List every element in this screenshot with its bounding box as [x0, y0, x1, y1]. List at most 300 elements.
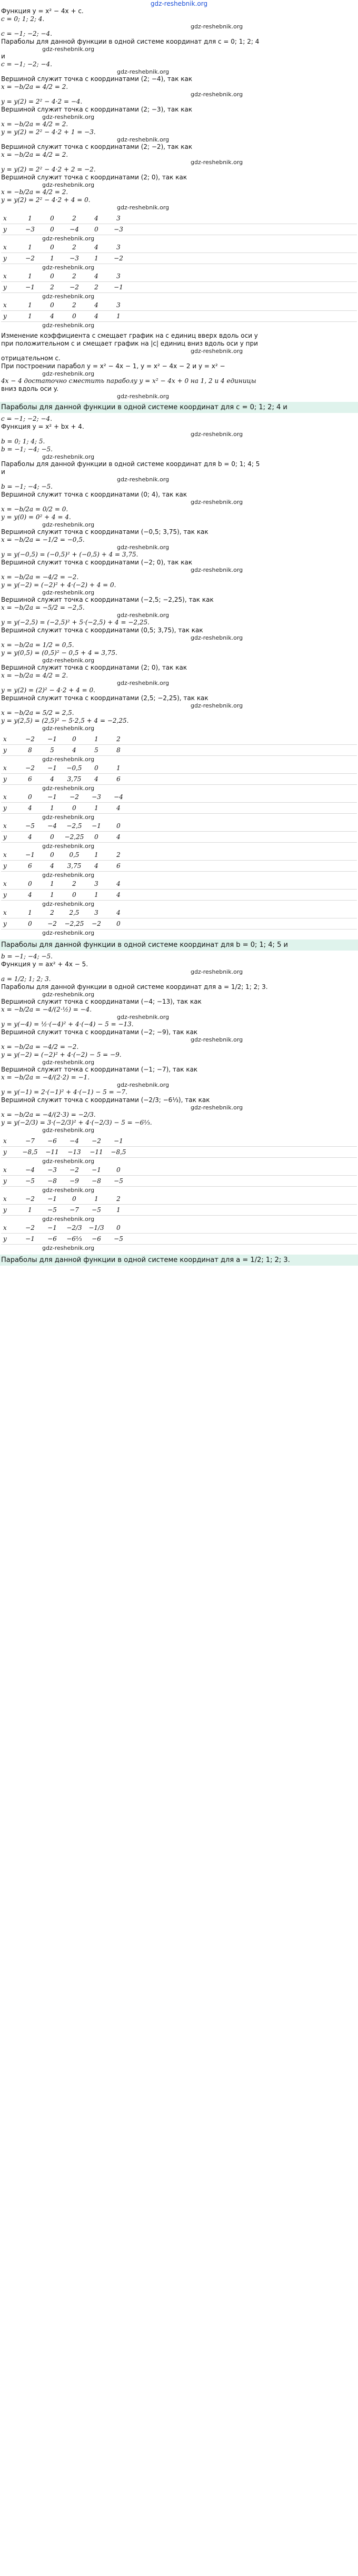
table-cell: 0: [94, 764, 98, 772]
watermark-text: gdz-reshebnik.org: [42, 264, 95, 271]
text-line: y = y(−2/3) = 3·(−2/3)² + 4·(−2/3) − 5 = −6⅓.: [1, 1119, 152, 1126]
table-cell: −11: [90, 1148, 103, 1156]
table-cell: 1: [94, 735, 98, 743]
table-cell: 4: [28, 833, 32, 841]
table-cell: −1: [47, 793, 57, 801]
text-line: Вершиной служит точка с координатами (2; −3), так как: [1, 106, 193, 113]
watermark-text: gdz-reshebnik.org: [42, 901, 95, 907]
watermark-text: gdz-reshebnik.org: [191, 23, 243, 30]
table-cell: −13: [67, 1148, 81, 1156]
text-line: y = y(−1) = 2·(−1)² + 4·(−1) − 5 = −7.: [1, 1088, 127, 1096]
watermark-text: gdz-reshebnik.org: [117, 1014, 170, 1021]
table-cell: −1: [47, 1195, 57, 1203]
text-line: Вершиной служит точка с координатами (2; −2), так как: [1, 143, 193, 150]
row-header: y: [3, 920, 7, 927]
watermark-text: gdz-reshebnik.org: [42, 756, 95, 763]
table-cell: 0: [50, 244, 54, 251]
row-header: x: [3, 851, 7, 858]
text-line: Вершиной служит точка с координатами (−4; −13), так как: [1, 998, 202, 1005]
row-header: y: [3, 746, 7, 754]
text-line: 4x − 4 достаточно сместить параболу y = x² − 4x + 0 на 1, 2 и 4 единицы: [1, 377, 256, 385]
text-line: Вершиной служит точка с координатами (−0,5; 3,75), так как: [1, 528, 208, 536]
table-cell: −2: [69, 1166, 79, 1174]
table-cell: 0: [50, 215, 54, 222]
table-cell: 0: [72, 1195, 76, 1203]
table-cell: 3,75: [67, 775, 82, 783]
watermark-text: gdz-reshebnik.org: [191, 1036, 243, 1043]
table-cell: 1: [50, 891, 54, 898]
text-line: Параболы для данной функции в одной системе координат для c = 0; 1; 2; 4: [1, 38, 260, 45]
table-cell: 0: [28, 793, 32, 801]
watermark-text: gdz-reshebnik.org: [42, 991, 95, 998]
table-cell: 6: [116, 862, 121, 870]
text-line: b = −1; −4; −5.: [1, 446, 53, 453]
table-row: [1, 1234, 357, 1245]
watermark-text: gdz-reshebnik.org: [42, 843, 95, 850]
watermark-text: gdz-reshebnik.org: [42, 657, 95, 664]
table-row: [1, 907, 357, 918]
table-cell: 4: [116, 891, 121, 898]
table-cell: 1: [28, 272, 32, 280]
text-line: Функция y = x² + bx + 4.: [1, 423, 84, 430]
row-header: y: [3, 284, 7, 291]
table-cell: −6: [47, 1235, 57, 1242]
table-cell: 4: [50, 775, 54, 783]
table-cell: 2: [116, 851, 121, 858]
section-b-coefficient: [1, 415, 357, 936]
table-cell: 1: [94, 804, 98, 812]
table-cell: −2: [92, 920, 101, 927]
highlight-band-a: [0, 402, 358, 413]
text-line: x = −b/2a = 1/2 = 0,5.: [1, 641, 74, 649]
watermark-text: gdz-reshebnik.org: [191, 499, 243, 506]
table-cell: 2: [94, 284, 98, 291]
table-cell: 4: [94, 862, 98, 870]
table-cell: −2: [114, 255, 123, 262]
table-row: [1, 1176, 357, 1187]
table-cell: 3: [116, 272, 121, 280]
table-cell: 0: [50, 851, 54, 858]
table-cell: −1: [25, 284, 35, 291]
table-cell: 3: [94, 880, 98, 887]
table-cell: 1: [28, 312, 32, 320]
table-cell: 2: [50, 284, 54, 291]
table-cell: −5: [25, 822, 35, 830]
table-cell: 2,5: [69, 909, 79, 916]
table-cell: −2: [47, 920, 57, 927]
table-cell: −8,5: [22, 1148, 38, 1156]
watermark-text: gdz-reshebnik.org: [42, 1216, 95, 1223]
table-row: [1, 918, 357, 930]
section-a-coefficient: [1, 953, 357, 1251]
table-cell: 1: [28, 1206, 32, 1214]
table-row: [1, 311, 357, 322]
band-text: Параболы для данной функции в одной системе координат для b = 0; 1; 4; 5 и: [1, 941, 288, 949]
watermark-text: gdz-reshebnik.org: [117, 1082, 170, 1088]
row-header: y: [3, 833, 7, 841]
table-cell: 0: [116, 1166, 121, 1174]
table-cell: 5: [94, 746, 98, 754]
text-line: Вершиной служит точка с координатами (2; −4), так как: [1, 75, 193, 83]
table-row: [1, 253, 357, 264]
text-line: a = 1/2; 1; 2; 3.: [1, 975, 51, 983]
table-cell: −1/3: [88, 1224, 104, 1231]
text-line: y = y(2) = 2² − 4·2 + 1 = −3.: [1, 128, 96, 136]
row-header: y: [3, 1235, 7, 1242]
text-line: вниз вдоль оси y.: [1, 385, 58, 392]
table-cell: −1: [114, 1137, 123, 1145]
watermark-text: gdz-reshebnik.org: [42, 322, 95, 329]
watermark-text: gdz-reshebnik.org: [42, 785, 95, 792]
table-cell: −1: [47, 1224, 57, 1231]
table-cell: −6⅓: [66, 1235, 82, 1242]
table-cell: 8: [116, 746, 121, 754]
text-line: x = −b/2a = 4/2 = 2.: [1, 120, 68, 128]
text-line: y = y(2) = 2² − 4·2 + 2 = −2.: [1, 166, 96, 173]
table-cell: −8: [92, 1177, 101, 1185]
watermark-text: gdz-reshebnik.org: [42, 293, 95, 300]
table-cell: −4: [114, 793, 123, 801]
table-cell: 1: [50, 880, 54, 887]
table-cell: 0: [94, 226, 98, 233]
table-cell: 4: [94, 301, 98, 309]
watermark-text: gdz-reshebnik.org: [42, 725, 95, 732]
table-row: [1, 890, 357, 901]
table-row: [1, 878, 357, 890]
solution-body: [0, 7, 358, 1266]
text-line: x = −b/2a = −1/2 = −0,5.: [1, 536, 85, 543]
table-cell: 1: [94, 255, 98, 262]
table-cell: −1: [114, 284, 123, 291]
table-cell: −4: [47, 822, 57, 830]
watermark-text: gdz-reshebnik.org: [42, 114, 95, 120]
table-cell: 1: [28, 909, 32, 916]
table-cell: 0: [116, 822, 121, 830]
text-line: y = y(0) = 0² + 4 = 4.: [1, 513, 71, 521]
row-header: x: [3, 909, 7, 916]
watermark-text: gdz-reshebnik.org: [191, 567, 243, 573]
table-row: [1, 1165, 357, 1176]
text-line: b = 0; 1; 4; 5.: [1, 438, 45, 445]
table-cell: 2: [116, 735, 121, 743]
row-header: y: [3, 775, 7, 783]
table-cell: −4: [69, 226, 79, 233]
table-row: [1, 774, 357, 785]
text-line: c = −1; −2; −4.: [1, 60, 53, 68]
value-table: [1, 1136, 357, 1251]
table-cell: 1: [94, 851, 98, 858]
table-cell: −7: [69, 1206, 79, 1214]
text-line: y = y(0,5) = (0,5)² − 0,5 + 4 = 3,75.: [1, 649, 117, 656]
table-cell: −4: [25, 1166, 35, 1174]
table-cell: −5: [114, 1235, 123, 1242]
row-header: y: [3, 1148, 7, 1156]
text-line: Параболы для данной функции в одной системе координат для a = 1/2; 1; 2; 3.: [1, 983, 268, 991]
row-header: x: [3, 880, 7, 887]
table-row: [1, 1223, 357, 1234]
table-cell: 0: [50, 833, 54, 841]
watermark-text: gdz-reshebnik.org: [191, 159, 243, 166]
text-line: c = 0; 1; 2; 4.: [1, 15, 45, 23]
table-cell: 4: [28, 891, 32, 898]
table-cell: 2: [116, 1195, 121, 1203]
watermark-text: gdz-reshebnik.org: [42, 1187, 95, 1194]
table-cell: 3: [94, 909, 98, 916]
table-cell: 0: [116, 1224, 121, 1231]
text-line: x = −b/2a = −4/(2·3) = −2/3.: [1, 1111, 96, 1118]
table-cell: 0: [72, 891, 76, 898]
watermark-text: gdz-reshebnik.org: [42, 1059, 95, 1066]
table-cell: 1: [116, 312, 121, 320]
table-row: [1, 1147, 357, 1158]
table-cell: −2: [25, 764, 35, 772]
watermark-text: gdz-reshebnik.org: [117, 204, 170, 211]
text-line: y = y(−2) = (−2)² + 4·(−2) + 4 = 0.: [1, 581, 116, 589]
table-row: [1, 300, 357, 311]
table-cell: 4: [28, 804, 32, 812]
table-cell: −3: [25, 226, 35, 233]
table-cell: −0,5: [66, 764, 82, 772]
row-header: x: [3, 793, 7, 801]
table-cell: −1: [25, 1235, 35, 1242]
text-line: и: [1, 53, 5, 60]
table-cell: 4: [116, 909, 121, 916]
table-cell: −3: [114, 226, 123, 233]
table-row: [1, 1194, 357, 1205]
row-header: x: [3, 822, 7, 830]
table-cell: −8: [47, 1177, 57, 1185]
row-header: x: [3, 244, 7, 251]
value-table: [1, 213, 357, 329]
text-line: Параболы для данной функции в одной системе координат для b = 0; 1; 4; 5: [1, 460, 260, 468]
watermark-text: gdz-reshebnik.org: [42, 1127, 95, 1134]
table-cell: −6: [47, 1137, 57, 1145]
table-cell: −5: [25, 1177, 35, 1185]
table-cell: −2,25: [64, 920, 84, 927]
row-header: y: [3, 862, 7, 870]
row-header: x: [3, 764, 7, 772]
table-cell: −3: [47, 1166, 57, 1174]
table-row: [1, 861, 357, 872]
watermark-text: gdz-reshebnik.org: [191, 634, 243, 641]
row-header: x: [3, 301, 7, 309]
text-line: отрицательном c.: [1, 355, 61, 362]
text-line: Изменение коэффициента c смещает график на c единиц вверх вдоль оси y: [1, 332, 258, 339]
table-cell: 0: [72, 804, 76, 812]
text-line: x = −b/2a = 4/2 = 2.: [1, 151, 68, 158]
table-cell: 4: [94, 215, 98, 222]
table-cell: 1: [116, 1206, 121, 1214]
table-cell: −2: [69, 284, 79, 291]
text-line: Вершиной служит точка с координатами (−1; −7), так как: [1, 1066, 198, 1073]
text-line: и: [1, 468, 5, 476]
table-cell: −2: [25, 735, 35, 743]
text-line: c = −1; −2; −4.: [1, 415, 53, 422]
text-line: Вершиной служит точка с координатами (2; 0), так как: [1, 664, 187, 671]
table-cell: −5: [47, 1206, 57, 1214]
text-line: Вершиной служит точка с координатами (−2; 0), так как: [1, 559, 193, 566]
table-cell: 0: [116, 920, 121, 927]
site-url[interactable]: gdz-reshebnik.org: [150, 0, 208, 7]
watermark-text: gdz-reshebnik.org: [117, 680, 170, 686]
table-cell: 6: [28, 862, 32, 870]
table-cell: 4: [94, 244, 98, 251]
row-header: x: [3, 1137, 7, 1145]
row-header: x: [3, 215, 7, 222]
table-cell: 3: [116, 215, 121, 222]
text-line: Вершиной служит точка с координатами (−2/3; −6⅓), так как: [1, 1096, 210, 1104]
table-cell: −2: [69, 793, 79, 801]
text-line: y = y(2) = 2² − 4·2 = −4.: [1, 98, 83, 105]
highlight-band-c: [0, 1255, 358, 1266]
watermark-text: gdz-reshebnik.org: [42, 370, 95, 377]
table-cell: −2/3: [66, 1224, 82, 1231]
watermark-text: gdz-reshebnik.org: [42, 46, 95, 53]
highlight-band-b: [0, 940, 358, 951]
table-cell: 2: [72, 880, 76, 887]
band-text: Параболы для данной функции в одной системе координат для a = 1/2; 1; 2; 3.: [1, 1256, 290, 1264]
text-line: c = −1; −2; −4.: [1, 30, 53, 37]
table-cell: −4: [69, 1137, 79, 1145]
table-row: [1, 850, 357, 861]
text-line: x = −b/2a = 4/2 = 2.: [1, 672, 68, 679]
text-line: y = y(−2) = (−2)² + 4·(−2) − 5 = −9.: [1, 1051, 122, 1058]
table-cell: 3: [116, 244, 121, 251]
text-line: y = y(2,5) = (2,5)² − 5·2,5 + 4 = −2,25.: [1, 717, 129, 724]
text-line: Вершиной служит точка с координатами (−2; −9), так как: [1, 1028, 198, 1036]
table-cell: −2,5: [66, 822, 82, 830]
text-line: x = −b/2a = −4/2 = −2.: [1, 573, 79, 581]
table-cell: 3: [116, 301, 121, 309]
text-line: x = −b/2a = 0/2 = 0.: [1, 506, 68, 513]
watermark-text: gdz-reshebnik.org: [191, 1104, 243, 1111]
text-line: b = −1; −4; −5.: [1, 483, 53, 490]
table-cell: −2: [25, 1195, 35, 1203]
table-cell: −3: [92, 793, 101, 801]
watermark-text: gdz-reshebnik.org: [117, 136, 170, 143]
table-row: [1, 763, 357, 774]
table-cell: 2: [72, 244, 76, 251]
value-table: [1, 734, 357, 936]
row-header: y: [3, 891, 7, 898]
table-row: [1, 734, 357, 745]
watermark-text: gdz-reshebnik.org: [42, 1245, 95, 1251]
table-cell: −7: [25, 1137, 35, 1145]
row-header: x: [3, 1166, 7, 1174]
watermark-text: gdz-reshebnik.org: [42, 930, 95, 936]
table-cell: 1: [94, 1195, 98, 1203]
table-cell: 4: [50, 862, 54, 870]
watermark-text: gdz-reshebnik.org: [42, 814, 95, 821]
row-header: y: [3, 226, 7, 233]
text-line: x = −b/2a = −5/2 = −2,5.: [1, 604, 85, 611]
text-line: b = −1; −4; −5.: [1, 953, 53, 960]
watermark-text: gdz-reshebnik.org: [42, 521, 95, 528]
table-row: [1, 213, 357, 224]
watermark-text: gdz-reshebnik.org: [42, 181, 95, 188]
table-cell: −2: [25, 1224, 35, 1231]
table-cell: −1: [47, 764, 57, 772]
table-cell: 2: [50, 909, 54, 916]
row-header: x: [3, 735, 7, 743]
table-cell: −11: [45, 1148, 59, 1156]
text-line: x = −b/2a = −4/(2·2) = −1.: [1, 1074, 90, 1081]
table-row: [1, 792, 357, 803]
table-cell: 0: [50, 226, 54, 233]
table-cell: 3,75: [67, 862, 82, 870]
table-cell: −9: [69, 1177, 79, 1185]
table-cell: 4: [94, 272, 98, 280]
table-cell: −2,25: [64, 833, 84, 841]
watermark-text: gdz-reshebnik.org: [117, 476, 170, 483]
watermark-text: gdz-reshebnik.org: [42, 872, 95, 878]
table-cell: −5: [92, 1206, 101, 1214]
watermark-text: gdz-reshebnik.org: [191, 431, 243, 438]
watermark-text: gdz-reshebnik.org: [117, 544, 170, 551]
text-line: x = −b/2a = 4/2 = 2.: [1, 83, 68, 90]
row-header: y: [3, 1206, 7, 1214]
table-cell: 1: [28, 215, 32, 222]
table-row: [1, 271, 357, 282]
row-header: x: [3, 272, 7, 280]
table-cell: 4: [94, 775, 98, 783]
watermark-text: gdz-reshebnik.org: [42, 589, 95, 596]
table-cell: 5: [50, 746, 54, 754]
row-header: x: [3, 1224, 7, 1231]
table-cell: 4: [94, 312, 98, 320]
table-cell: 4: [50, 312, 54, 320]
table-row: [1, 832, 357, 843]
text-line: Вершиной служит точка с координатами (−2,5; −2,25), так как: [1, 596, 214, 603]
watermark-text: gdz-reshebnik.org: [42, 235, 95, 242]
row-header: y: [3, 312, 7, 320]
row-header: y: [3, 804, 7, 812]
table-cell: −2: [25, 255, 35, 262]
table-row: [1, 242, 357, 253]
table-row: [1, 1136, 357, 1147]
watermark-text: gdz-reshebnik.org: [117, 393, 170, 400]
table-cell: 2: [72, 215, 76, 222]
watermark-text: gdz-reshebnik.org: [42, 1158, 95, 1165]
table-cell: 1: [94, 891, 98, 898]
table-cell: 0: [50, 272, 54, 280]
row-header: x: [3, 1195, 7, 1203]
table-cell: 6: [28, 775, 32, 783]
table-cell: 1: [28, 301, 32, 309]
text-line: Вершиной служит точка с координатами (0,5; 3,75), так как: [1, 627, 203, 634]
section-c-coefficient: [1, 7, 357, 400]
table-cell: −5: [114, 1177, 123, 1185]
band-text: Параболы для данной функции в одной системе координат для c = 0; 1; 2; 4 и: [1, 403, 287, 411]
table-cell: −1: [92, 1166, 101, 1174]
text-line: При построении парабол y = x² − 4x − 1, y = x² − 4x − 2 и y = x² −: [1, 362, 225, 370]
table-cell: −1: [25, 851, 35, 858]
table-cell: 0: [50, 301, 54, 309]
table-row: [1, 803, 357, 814]
table-cell: 0: [28, 880, 32, 887]
row-header: y: [3, 1177, 7, 1185]
text-line: y = y(2) = 2² − 4·2 + 4 = 0.: [1, 196, 91, 204]
table-cell: −2: [92, 1137, 101, 1145]
table-cell: −8,5: [111, 1148, 126, 1156]
text-line: x = −b/2a = −4/(2·½) = −4.: [1, 1006, 92, 1013]
text-line: Функция y = ax² + 4x − 5.: [1, 961, 88, 968]
text-line: y = y(−2,5) = (−2,5)² + 5·(−2,5) + 4 = −2,25.: [1, 619, 150, 626]
table-cell: 0: [72, 735, 76, 743]
table-cell: −6: [92, 1235, 101, 1242]
text-line: Вершиной служит точка с координатами (0; 4), так как: [1, 491, 187, 498]
table-cell: 0,5: [69, 851, 79, 858]
